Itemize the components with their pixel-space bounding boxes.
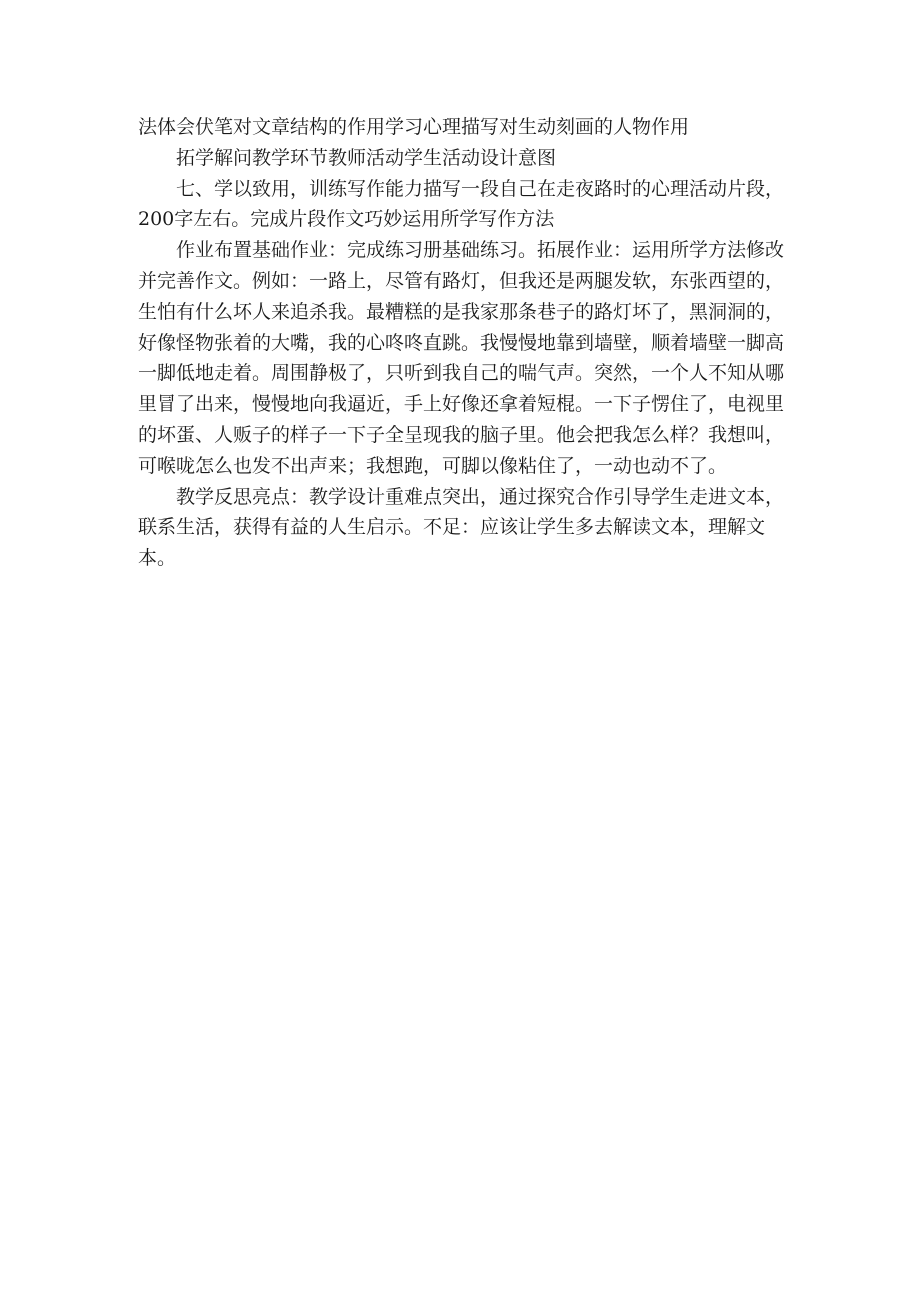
- paragraph-writing-practice: 七、学以致用，训练写作能力描写一段自己在走夜路时的心理活动片段，200字左右。完成片段作文巧妙运用所学写作方法: [138, 177, 785, 231]
- paragraph-teaching-reflection: 教学反思亮点：教学设计重难点突出，通过探究合作引导学生走进文本，联系生活，获得有益的人生启示。不足：应该让学生多去解读文本，理解文本。: [138, 485, 785, 570]
- paragraph-table-header: 拓学解问教学环节教师活动学生活动设计意图: [176, 146, 557, 169]
- paragraph-homework: 作业布置基础作业：完成练习册基础练习。拓展作业：运用所学方法修改并完善作文。例如：一路上，尽管有路灯，但我还是两腿发软，东张西望的，生怕有什么坏人来追杀我。最糟糕的是我家那条巷子的路灯坏了，黑洞洞的，好像怪物张着的大嘴，我的心咚咚直跳。我慢慢地靠到墙壁，顺着墙壁一脚高一脚低地走着。周围静极了，只听到我自己的喘气声。突然，一个人不知从哪里冒了出来，慢慢地向我逼近，手上好像还拿着短棍。一下子愣住了，电视里的坏蛋、人贩子的样子一下子全呈现我的脑子里。他会把我怎么样？我想叫，可喉咙怎么也发不出声来；我想跑，可脚以像粘住了，一动也动不了。: [138, 239, 785, 477]
- paragraph-continuation: 法体会伏笔对文章结构的作用学习心理描写对生动刻画的人物作用: [138, 116, 690, 138]
- document-body: [138, 112, 788, 574]
